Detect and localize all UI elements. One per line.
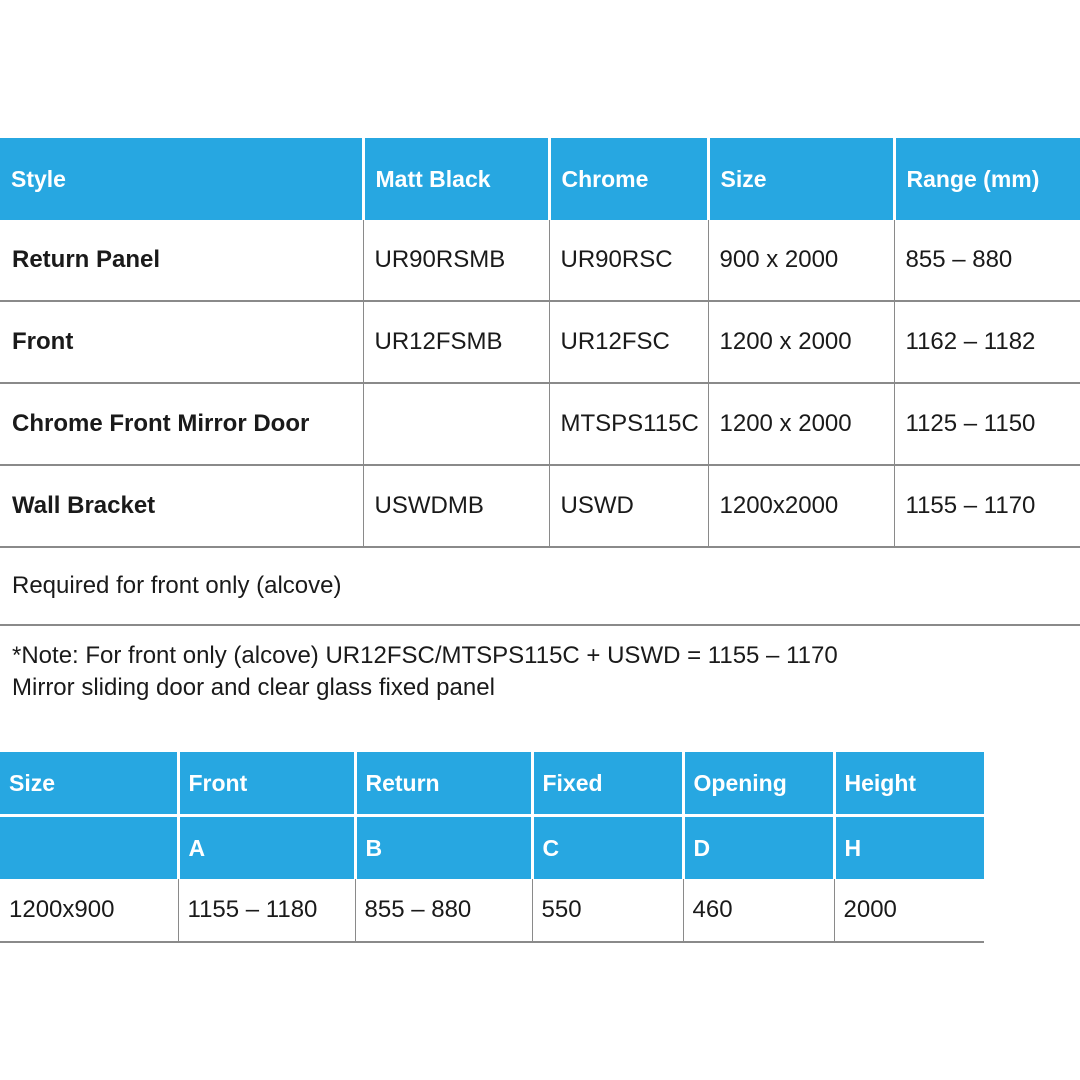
cell-matt-black: UR90RSMB — [363, 220, 549, 301]
subheader-c: C — [532, 816, 683, 880]
table-header-row — [0, 752, 984, 816]
header-fixed: Fixed — [532, 752, 683, 816]
table-row — [0, 465, 1080, 547]
cell-style: Chrome Front Mirror Door — [0, 383, 363, 465]
required-note: Required for front only (alcove) — [0, 546, 1080, 626]
cell-size: 1200 x 2000 — [708, 383, 894, 465]
dimensions-table — [0, 752, 984, 943]
note-line-1: *Note: For front only (alcove) UR12FSC/MTSPS115C + USWD = 1155 – 1170 — [12, 642, 838, 669]
cell-range: 1155 – 1170 — [894, 465, 1080, 547]
subheader-b: B — [355, 816, 532, 880]
header-size: Size — [708, 138, 894, 220]
cell-chrome: UR12FSC — [549, 301, 708, 383]
cell-size: 1200x2000 — [708, 465, 894, 547]
note-line-2: Mirror sliding door and clear glass fixed panel — [12, 674, 495, 701]
subheader-size — [0, 816, 178, 880]
cell-height: 2000 — [834, 879, 984, 942]
cell-front: 1155 – 1180 — [178, 879, 355, 942]
table-header-row — [0, 138, 1080, 220]
header-return: Return — [355, 752, 532, 816]
table-row — [0, 879, 984, 942]
cell-range: 1125 – 1150 — [894, 383, 1080, 465]
cell-matt-black: USWDMB — [363, 465, 549, 547]
subheader-h: H — [834, 816, 984, 880]
header-size: Size — [0, 752, 178, 816]
cell-fixed: 550 — [532, 879, 683, 942]
cell-chrome: USWD — [549, 465, 708, 547]
header-style: Style — [0, 138, 363, 220]
cell-matt-black — [363, 383, 549, 465]
subheader-a: A — [178, 816, 355, 880]
header-height: Height — [834, 752, 984, 816]
cell-range: 855 – 880 — [894, 220, 1080, 301]
header-opening: Opening — [683, 752, 834, 816]
cell-matt-black: UR12FSMB — [363, 301, 549, 383]
table-row — [0, 383, 1080, 465]
door-components-table — [0, 138, 1080, 548]
table-row — [0, 220, 1080, 301]
cell-opening: 460 — [683, 879, 834, 942]
notes-block — [12, 640, 838, 704]
header-chrome: Chrome — [549, 138, 708, 220]
header-range: Range (mm) — [894, 138, 1080, 220]
header-matt-black: Matt Black — [363, 138, 549, 220]
cell-size: 900 x 2000 — [708, 220, 894, 301]
cell-range: 1162 – 1182 — [894, 301, 1080, 383]
table-subheader-row — [0, 816, 984, 880]
subheader-d: D — [683, 816, 834, 880]
cell-style: Return Panel — [0, 220, 363, 301]
cell-style: Wall Bracket — [0, 465, 363, 547]
table-row — [0, 301, 1080, 383]
cell-size: 1200 x 2000 — [708, 301, 894, 383]
cell-chrome: MTSPS115C — [549, 383, 708, 465]
cell-style: Front — [0, 301, 363, 383]
cell-chrome: UR90RSC — [549, 220, 708, 301]
header-front: Front — [178, 752, 355, 816]
cell-return: 855 – 880 — [355, 879, 532, 942]
cell-size: 1200x900 — [0, 879, 178, 942]
